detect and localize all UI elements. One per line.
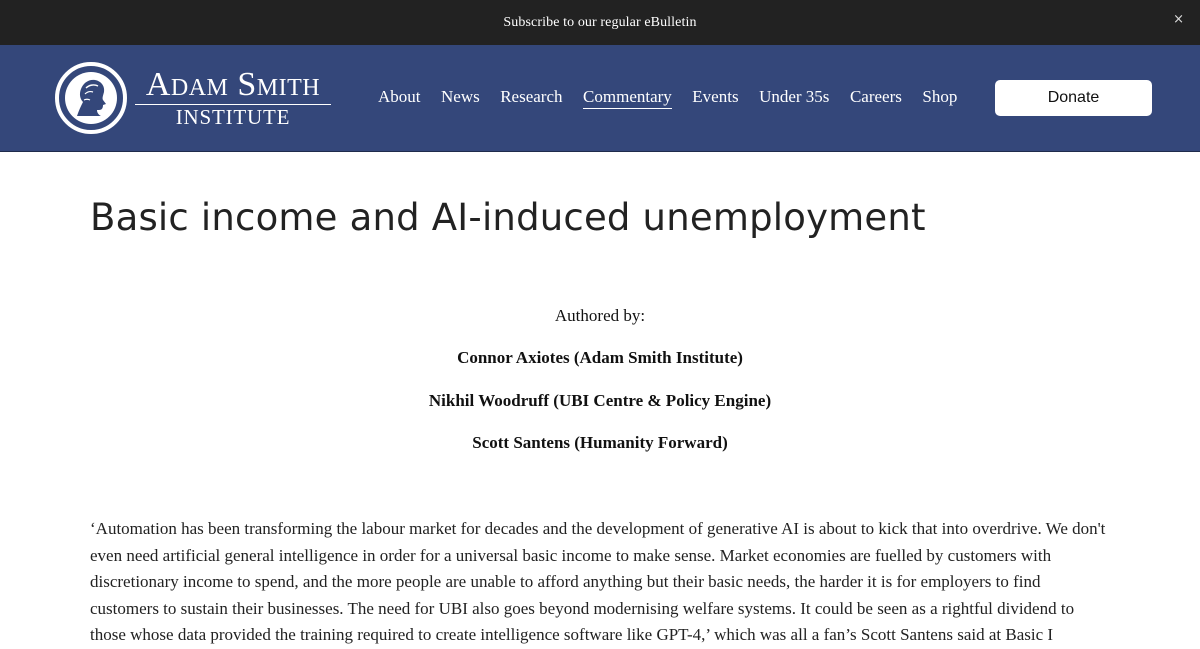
subscribe-link[interactable]: Subscribe to our regular eBulletin [503,14,697,30]
logo-wordmark [135,65,331,129]
author-name: Scott Santens (Humanity Forward) [472,433,728,452]
logo-name: Adam Smith [145,65,321,103]
nav-events[interactable]: Events [692,87,739,106]
article-body: ‘Automation has been transforming the labour market for decades and the development of generative AI is about to kick that into overdrive. We don't even need artificial general intelligence in order for a universal basic income to make sense. Market economies are fuelled by customers with discretionary income to spend, and the more people are unable to afford anything but their basic needs, the harder it is for employers to find customers to sustain their businesses. The need for UBI also goes beyond modernising welfare systems. It could be seen as a rightful dividend to those whose data provided the training required to create intelligence software like GPT-4,’ which was all a fan’s Scott Santens said at Basic I [90,519,1106,644]
close-icon[interactable]: × [1173,12,1184,27]
nav-news[interactable]: News [441,87,480,106]
nav-research[interactable]: Research [500,87,563,106]
site-logo[interactable] [55,60,335,135]
nav-under-35s[interactable]: Under 35s [759,87,830,106]
nav-careers[interactable]: Careers [849,87,902,106]
author-name: Nikhil Woodruff (UBI Centre & Policy Engine) [428,391,772,410]
main-nav [378,87,978,109]
nav-about[interactable]: About [378,87,421,106]
nav-commentary[interactable]: Commentary [583,87,672,109]
donate-button[interactable]: Donate [995,80,1152,116]
author-name: Connor Axiotes (Adam Smith Institute) [457,348,743,367]
logo-subtitle: INSTITUTE [175,104,291,129]
authored-by-label: Authored by: [554,306,646,325]
page-title: Basic income and AI-induced unemployment [90,196,926,239]
adam-smith-profile-icon [55,62,127,134]
nav-shop[interactable]: Shop [922,87,958,106]
announcement-bar [0,0,1200,45]
site-header [0,45,1200,152]
